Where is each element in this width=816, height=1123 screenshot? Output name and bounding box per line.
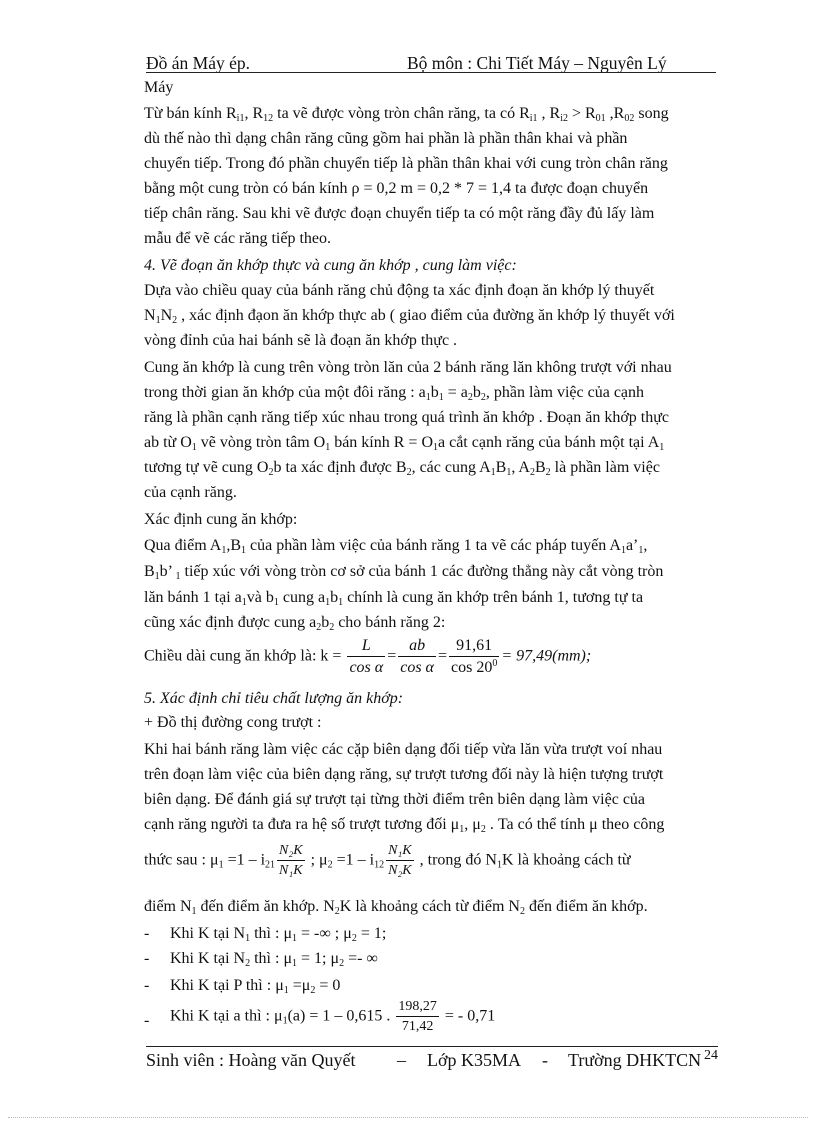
para4-line2: $B_1b$’ $_1$ tiếp xúc với vòng tròn cơ sở của bánh 1 các đường thẳng này cắt vòng tròn — [144, 563, 664, 582]
para1-line0: Máy — [144, 79, 174, 96]
bullet-4: Khi K tại a thì : $\mu_1(a) = 1 - 0,615$ . $\frac{198,27}{71,42}$ = - 0,71 — [170, 999, 496, 1034]
para4-line1: Qua điểm $A_1,B_1$ của phần làm việc của bánh răng 1 ta vẽ các pháp tuyến $A_1a’_1$, — [144, 537, 648, 556]
fraction-n2k-n1k: $\frac{\text{N₂K}}{\text{N₁K}}$ — [279, 843, 303, 878]
slide-graph-title: + Đồ thị đường cong trượt : — [144, 714, 322, 731]
footer-rule — [146, 1046, 718, 1047]
para2-line3: vòng đỉnh của hai bánh sẽ là đoạn ăn khớp thực . — [144, 332, 458, 349]
arc-length-formula: Chiều dài cung ăn khớp là: k = $\frac{L}{\text{cos α}}$ = $\frac{ab}{\text{cos α}}$ = $\frac{91,61}{\cos 20^0}$ = 97,49(mm); — [144, 637, 592, 676]
para5-line4: cạnh răng người ta đưa ra hệ số trượt tương đối $\mu_1$, $\mu_2$ . Ta có thể tính μ theo công — [144, 816, 665, 835]
point-definition-line: điểm $N_1$ đến điểm ăn khớp. $N_2K$ là khoảng cách từ điểm $N_2$ đến điểm ăn khớp. — [144, 898, 648, 917]
para5-line3: biên dạng. Để đánh giá sự trượt tại từng thời điểm trên biên dạng làm việc của — [144, 791, 646, 808]
subheading-arc: Xác định cung ăn khớp: — [144, 511, 298, 528]
footer-student: Sinh viên : Hoàng văn Quyết — [146, 1050, 356, 1070]
para5-line1: Khi hai bánh răng làm việc các cặp biên dạng đối tiếp vừa lăn vừa trượt voí nhau — [144, 741, 663, 758]
fraction-value: $\frac{91,61}{\cos 20^0}$ — [450, 637, 498, 676]
page-number: 24 — [704, 1048, 718, 1063]
para2-line2: $N_1N_2$ , xác định đạon ăn khớp thực ab ( giao điểm của đường ăn khớp lý thuyết với — [144, 307, 675, 326]
para1-line6: mẫu để vẽ các răng tiếp theo. — [144, 230, 332, 247]
para1-line5: tiếp chân răng. Sau khi vẽ được đoạn chuyển tiếp ta có một răng đầy đủ lấy làm — [144, 205, 655, 222]
bullet-1: Khi K tại $N_1$ thì : $\mu_1$ = -∞ ; $\mu_2 = 1$; — [170, 925, 387, 944]
bullet-dash-2: - — [144, 950, 150, 967]
para3-line2: trong thời gian ăn khớp của một đôi răng : $a_1b_1 = a_2b_2$, phần làm việc của cạnh — [144, 384, 645, 403]
section-heading-5: 5. Xác định chỉ tiêu chất lượng ăn khớp: — [144, 690, 404, 707]
slip-coefficient-formula: thức sau : $\mu_1 =1 - i_{21}$ $\frac{\text{N₂K}}{\text{N₁K}}$ ; $\mu_2 =1 - i_{12}$ $\frac{\text{N₁K}}{\text{N₂K}}$ , trong đó $N_1K$ là khoảng cách từ — [144, 843, 631, 878]
bullet-3: Khi K tại P thì : $\mu_1 =\mu_2 = 0$ — [170, 977, 341, 996]
para1-line1: Từ bán kính $R_{i1}$, $R_{12}$ ta vẽ được vòng tròn chân răng, ta có $R_{i1}$ , $R_{i2} > R_{01}$ $,R_{02}$ song — [144, 105, 669, 124]
para5-line2: trên đoạn làm việc của biên dạng răng, sự trượt tương đối này là hiện tượng trượt — [144, 766, 664, 783]
header-right: Bộ môn : Chi Tiết Máy – Nguyên Lý — [407, 53, 667, 73]
bottom-dotted-rule — [8, 1117, 808, 1118]
para3-line3: răng là phần cạnh răng tiếp xúc nhau trong quá trình ăn khớp . Đoạn ăn khớp thực — [144, 409, 669, 426]
bullet-2: Khi K tại $N_2$ thì : $\mu_1 = 1$; $\mu_2$ =- ∞ — [170, 950, 378, 969]
para1-line4: bằng một cung tròn có bán kính ρ = 0,2 m = 0,2 * 7 = 1,4 ta được đoạn chuyển — [144, 180, 649, 197]
footer-dash-1: – — [397, 1050, 406, 1070]
fraction-198-71: $\frac{198,27}{71,42}$ — [398, 999, 437, 1034]
para4-line4: cũng xác định được cung $a_2b_2$ cho bánh răng 2: — [144, 614, 446, 633]
header-rule — [146, 72, 716, 73]
para3-line6: của cạnh răng. — [144, 484, 237, 501]
footer-dash-2: - — [542, 1050, 548, 1070]
para3-line5: tương tự vẽ cung $O_2b$ ta xác định được $B_2$, các cung $A_1B_1$, $A_2B_2$ là phần làm việc — [144, 459, 660, 478]
para1-line3: chuyển tiếp. Trong đó phần chuyển tiếp là phần thân khai với cung tròn chân răng — [144, 155, 668, 172]
section-heading-4: 4. Vẽ đoạn ăn khớp thực và cung ăn khớp , cung làm việc: — [144, 257, 517, 274]
footer-class: Lớp K35MA — [427, 1050, 522, 1070]
fraction-L-cos: $\frac{L}{\text{cos α}}$ — [349, 637, 384, 676]
para2-line1: Dựa vào chiều quay của bánh răng chủ động ta xác định đoạn ăn khớp lý thuyết — [144, 282, 655, 299]
para3-line4: ab từ $O_1$ vẽ vòng tròn tâm $O_1$ bán kính $R = O_1a$ cắt cạnh răng của bánh một tại $A_1$ — [144, 434, 665, 453]
bullet-dash-3: - — [144, 977, 150, 994]
fraction-ab-cos: $\frac{ab}{\text{cos α}}$ — [400, 637, 434, 676]
bullet-dash-4: - — [144, 1012, 150, 1029]
para1-line2: dù thế nào thì dạng chân răng cũng gồm hai phần là phần thân khai và phần — [144, 130, 628, 147]
header-left: Đồ án Máy ép. — [146, 53, 251, 73]
footer-school: Trường DHKTCN — [568, 1050, 702, 1070]
bullet-dash-1: - — [144, 925, 150, 942]
para4-line3: lăn bánh 1 tại $a_1và$ $b_1$ cung $a_1b_1$ chính là cung ăn khớp trên bánh 1, tương tự ta — [144, 589, 644, 608]
fraction-n1k-n2k: $\frac{\text{N₁K}}{\text{N₂K}}$ — [388, 843, 412, 878]
para3-line1: Cung ăn khớp là cung trên vòng tròn lăn của 2 bánh răng lăn không trượt với nhau — [144, 359, 672, 376]
